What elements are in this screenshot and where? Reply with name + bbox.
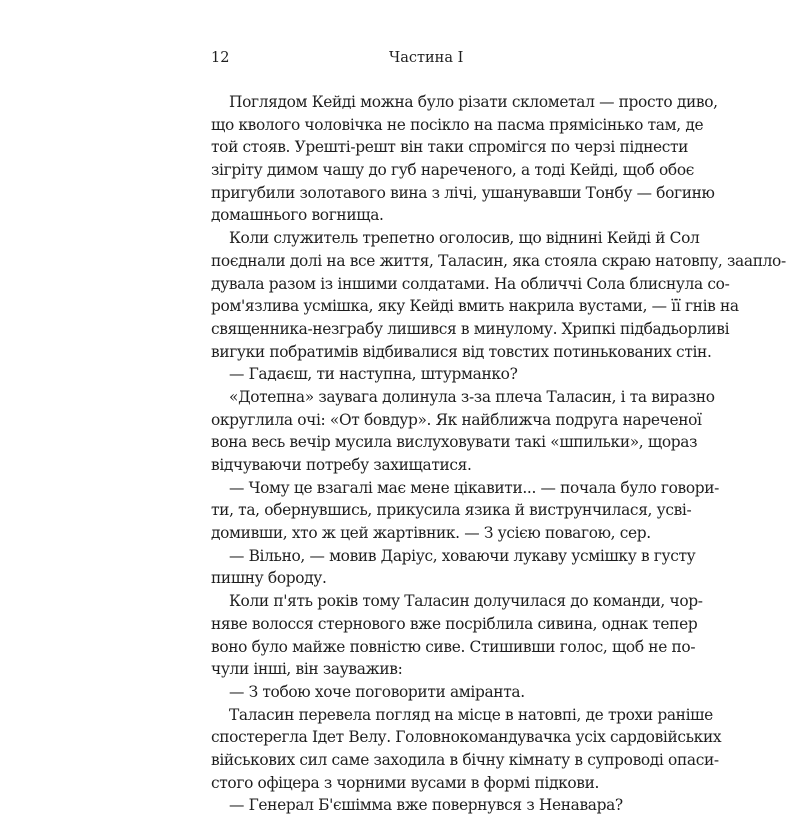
text-line: Коли служитель трепетно оголосив, що віднині Кейді й Сол xyxy=(229,229,700,248)
text-line: — З тобою хоче поговорити амiранта. xyxy=(229,682,525,701)
text-line: відчуваючи потребу захищатися. xyxy=(211,456,472,474)
text-line: вигуки побратимів відбивалися від товстих потинькованих стін. xyxy=(211,342,712,361)
text-line: стого офіцера з чорними вусами в формі підкови. xyxy=(211,773,600,792)
text-line: Коли п'ять років тому Таласин долучилася до команди, чор- xyxy=(229,592,703,611)
page-number: 12 xyxy=(211,50,230,66)
text-line: — Вільно, — мовив Даріус, ховаючи лукаву усмішку в густу xyxy=(229,546,696,565)
text-line: Таласин перевела погляд на місце в натовпі, де трохи раніше xyxy=(229,705,713,724)
text-line: священника-незграбу лишився в минулому. Хрипкі підбадьорливі xyxy=(211,319,730,338)
text-line: домашнього вогнища. xyxy=(211,206,384,225)
text-line: спостерегла Ідет Велу. Головнокомандувачка усіх сардовійських xyxy=(211,728,722,747)
text-line: домивши, хто ж цей жартівник. — З усією повагою, сер. xyxy=(211,524,651,543)
text-line: що кволого чоловічка не посікло на пасма прямісінько там, де xyxy=(211,115,704,134)
text-line: військових сил саме заходила в бічну кімнату в супроводі опаси- xyxy=(211,750,719,769)
text-line: зігріту димом чашу до губ нареченого, а тоді Кейді, щоб обоє xyxy=(211,161,695,180)
running-head: Частина I xyxy=(389,50,464,66)
text-line: чули інші, він зауважив: xyxy=(211,660,403,679)
text-line: пишну бороду. xyxy=(211,569,327,588)
text-line: — Генерал Б'єшімма вже повернувся з Ненавара? xyxy=(229,796,623,815)
text-line: — Чому це взагалі має мене цікавити... — почала було говори- xyxy=(229,478,720,497)
text-line: воно було майже повністю сиве. Стишивши голос, щоб не по- xyxy=(211,637,696,656)
text-line: поєднали долі на все життя, Таласин, яка стояла скраю натовпу, заапло- xyxy=(211,251,786,270)
text-line: Поглядом Кейді можна було різати склометал — просто диво, xyxy=(229,93,718,111)
body-text xyxy=(211,91,786,817)
text-line: «Дотепна» заувага долинула з-за плеча Таласин, і та виразно xyxy=(229,387,715,406)
text-line: ром'язлива усмішка, яку Кейді вмить накрила вустами, — її гнів на xyxy=(211,297,739,316)
text-line: дувала разом із іншими солдатами. На обличчі Сола блиснула со- xyxy=(211,274,730,293)
page-header xyxy=(211,50,593,70)
text-line: вона весь вечір мусила вислуховувати такі «шпильки», щораз xyxy=(211,433,698,452)
text-line: — Гадаєш, ти наступна, штурманко? xyxy=(229,365,518,384)
text-line: округлила очі: «От бовдур». Як найближча подруга нареченої xyxy=(211,410,702,429)
text-line: няве волосся стернового вже посріблила сивина, однак тепер xyxy=(211,614,698,633)
text-line: той стояв. Урешті-решт він таки спромігся по черзі піднести xyxy=(211,138,689,157)
text-line: пригубили золотавого вина з лічі, ушанувавши Тонбу — богиню xyxy=(211,183,715,202)
text-line: ти, та, обернувшись, прикусила язика й виструнчилася, усві- xyxy=(211,501,692,520)
